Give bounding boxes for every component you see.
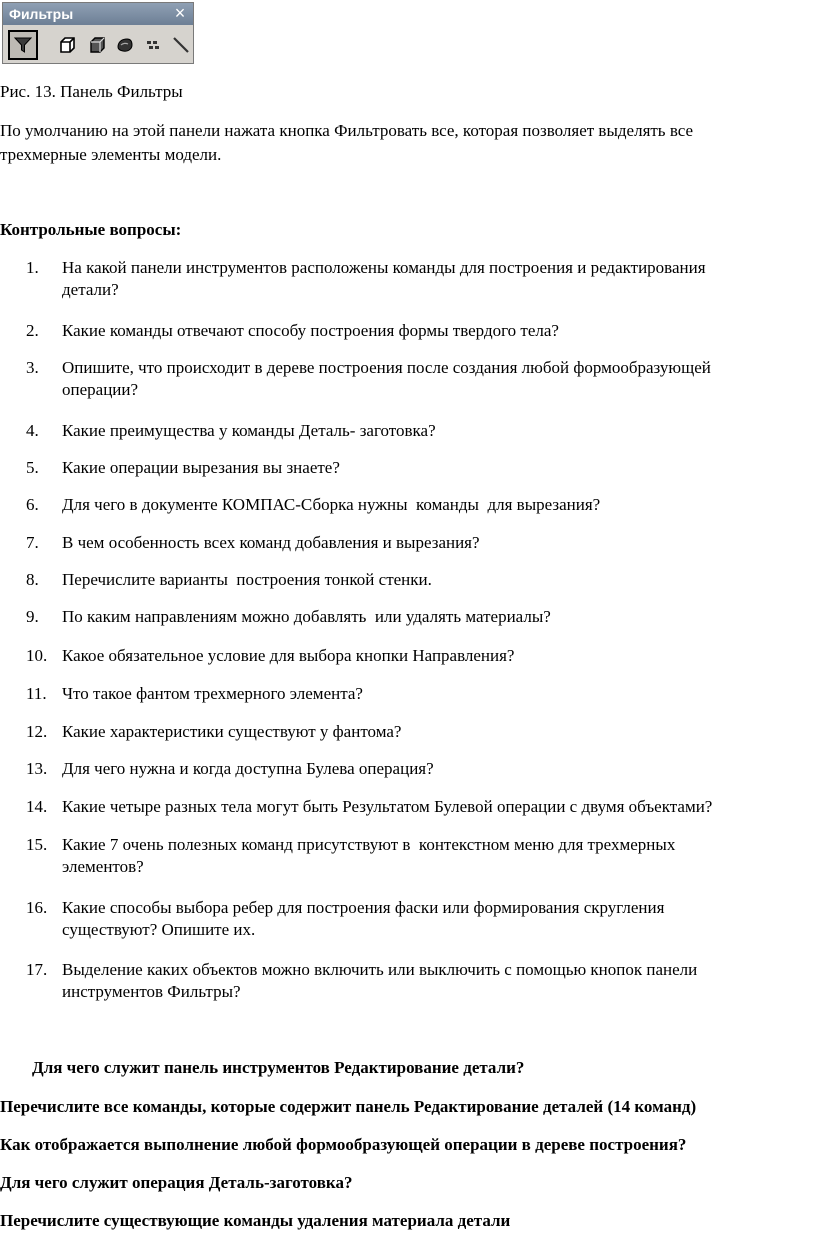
filter-vertices-icon bbox=[143, 35, 163, 55]
list-item-number: 12. bbox=[26, 722, 48, 741]
list-item-text bbox=[62, 959, 812, 1003]
list-item-text bbox=[62, 457, 812, 479]
close-button[interactable]: × bbox=[174, 3, 186, 23]
list-item-line: Какие операции вырезания вы знаете? bbox=[62, 458, 340, 477]
figure-caption: Рис. 13. Панель Фильтры bbox=[0, 82, 183, 101]
extra-question: Перечислите существующие команды удаления материала детали bbox=[0, 1211, 511, 1230]
list-item-line: Выделение каких объектов можно включить или выключить с помощью кнопок панели bbox=[62, 960, 698, 979]
list-item-line: Какие способы выбора ребер для построения фаски или формирования скругления bbox=[62, 898, 665, 917]
list-item-number: 1. bbox=[26, 258, 39, 277]
list-item-number: 7. bbox=[26, 533, 39, 552]
list-item-number: 9. bbox=[26, 607, 39, 626]
list-item-line: Какие 7 очень полезных команд присутствуют в контекстном меню для трехмерных bbox=[62, 835, 676, 854]
list-item-number: 3. bbox=[26, 358, 39, 377]
list-item-line: операции? bbox=[62, 380, 139, 399]
filter-all-icon bbox=[13, 35, 33, 55]
list-item-text bbox=[62, 606, 812, 628]
list-item-line: элементов? bbox=[62, 857, 144, 876]
filter-edges-icon bbox=[87, 35, 107, 55]
list-item-number: 17. bbox=[26, 960, 48, 979]
list-item-number: 16. bbox=[26, 898, 48, 917]
list-item-line: Какие характеристики существуют у фантома? bbox=[62, 722, 402, 741]
filter-all-button[interactable] bbox=[8, 30, 38, 60]
list-item-number: 4. bbox=[26, 421, 39, 440]
filter-faces-icon bbox=[57, 35, 77, 55]
list-item-text bbox=[62, 683, 812, 705]
list-item-line: инструментов Фильтры? bbox=[62, 982, 241, 1001]
list-item-line: детали? bbox=[62, 280, 119, 299]
toolbar-title: Фильтры bbox=[3, 3, 193, 25]
list-item-number: 15. bbox=[26, 835, 48, 854]
extra-question: Как отображается выполнение любой формообразующей операции в дереве построения? bbox=[0, 1135, 687, 1154]
list-item-number: 11. bbox=[26, 684, 47, 703]
list-item-number: 2. bbox=[26, 321, 39, 340]
list-item-text bbox=[62, 569, 812, 591]
filter-bodies-button[interactable] bbox=[110, 30, 140, 60]
list-item-number: 5. bbox=[26, 458, 39, 477]
list-item-line: Какие преимущества у команды Деталь- заготовка? bbox=[62, 421, 436, 440]
list-item-line: Какое обязательное условие для выбора кнопки Направления? bbox=[62, 646, 515, 665]
extra-question: Для чего служит операция Деталь-заготовка? bbox=[0, 1173, 353, 1192]
list-item-line: На какой панели инструментов расположены команды для построения и редактирования bbox=[62, 258, 706, 277]
list-item-line: Какие команды отвечают способу построения формы твердого тела? bbox=[62, 321, 559, 340]
list-item-line: Опишите, что происходит в дереве построения после создания любой формообразующей bbox=[62, 358, 711, 377]
list-item-text bbox=[62, 320, 812, 342]
filters-toolbar bbox=[2, 2, 194, 64]
list-item-text bbox=[62, 796, 812, 818]
list-item-text bbox=[62, 494, 812, 516]
list-item-text bbox=[62, 357, 812, 401]
list-item-text bbox=[62, 758, 812, 780]
intro-line-2: трехмерные элементы модели. bbox=[0, 145, 222, 164]
filter-faces-button[interactable] bbox=[52, 30, 82, 60]
filter-vertices-button[interactable] bbox=[138, 30, 168, 60]
filter-lines-button[interactable] bbox=[166, 30, 196, 60]
filter-bodies-icon bbox=[115, 35, 135, 55]
questions-heading: Контрольные вопросы: bbox=[0, 220, 182, 239]
list-item-line: По каким направлениям можно добавлять или удалять материалы? bbox=[62, 607, 551, 626]
list-item-line: Для чего нужна и когда доступна Булева операция? bbox=[62, 759, 434, 778]
list-item-text bbox=[62, 645, 812, 667]
extra-question: Для чего служит панель инструментов Редактирование детали? bbox=[32, 1058, 525, 1077]
list-item-line: Перечислите варианты построения тонкой стенки. bbox=[62, 570, 432, 589]
list-item-text bbox=[62, 721, 812, 743]
filter-edges-button[interactable] bbox=[82, 30, 112, 60]
list-item-text bbox=[62, 532, 812, 554]
intro-line-1: По умолчанию на этой панели нажата кнопка Фильтровать все, которая позволяет выделять все bbox=[0, 121, 694, 140]
list-item-number: 8. bbox=[26, 570, 39, 589]
list-item-text bbox=[62, 420, 812, 442]
list-item-number: 6. bbox=[26, 495, 39, 514]
filter-lines-icon bbox=[171, 35, 191, 55]
list-item-number: 13. bbox=[26, 759, 48, 778]
list-item-text bbox=[62, 897, 812, 941]
list-item-line: В чем особенность всех команд добавления и вырезания? bbox=[62, 533, 480, 552]
list-item-line: Для чего в документе КОМПАС-Сборка нужны команды для вырезания? bbox=[62, 495, 601, 514]
list-item-text bbox=[62, 834, 812, 878]
list-item-line: Какие четыре разных тела могут быть Результатом Булевой операции с двумя объектами? bbox=[62, 797, 713, 816]
list-item-number: 14. bbox=[26, 797, 48, 816]
list-item-line: Что такое фантом трехмерного элемента? bbox=[62, 684, 363, 703]
list-item-line: существуют? Опишите их. bbox=[62, 920, 256, 939]
list-item-number: 10. bbox=[26, 646, 48, 665]
extra-question: Перечислите все команды, которые содержит панель Редактирование деталей (14 команд) bbox=[0, 1097, 697, 1116]
list-item-text bbox=[62, 257, 812, 301]
